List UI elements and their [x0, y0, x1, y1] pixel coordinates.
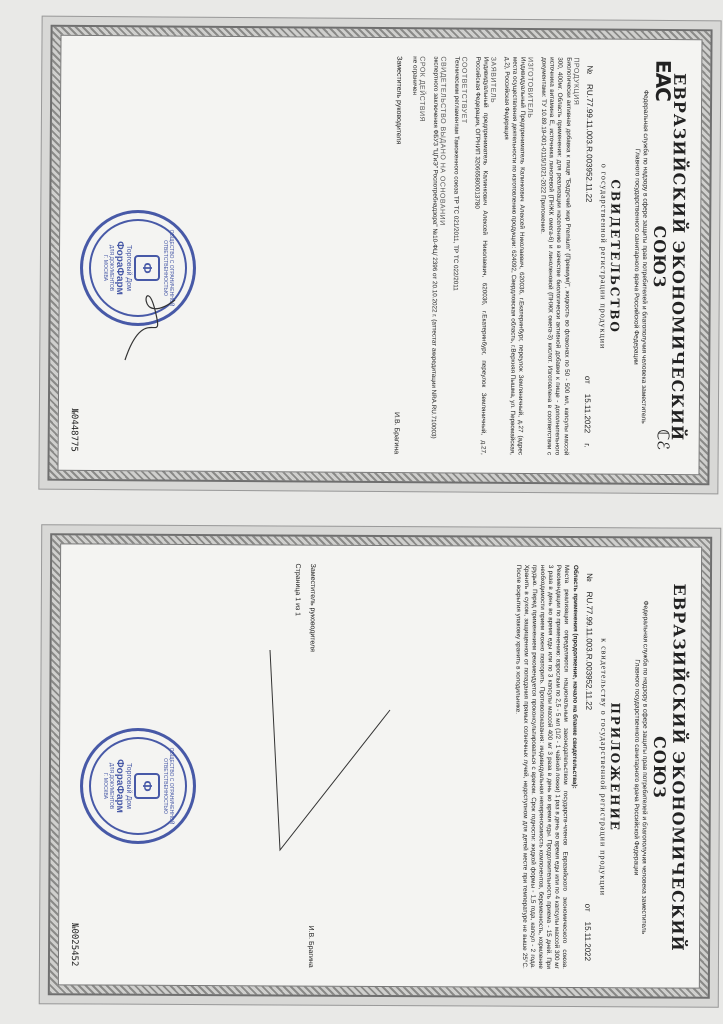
page-label: Страница	[294, 563, 302, 596]
maker-text: Индивидуальный Предприниматель Калинкович Алексей Николаевич, 620036, г.Екатеринбург, переулок Земляничный, д.27 (адрес места осуществления деятельности по изготовлению продукции: 624092, Свердловская область, г.Верхняя Пышма, ул. Первомайская, д.2), Российская Федерация	[503, 56, 527, 456]
validity-header: СРОК ДЕЙСТВИЯ	[417, 56, 426, 123]
registration-date: 15.11.2022	[582, 393, 592, 434]
page-of: из	[293, 603, 302, 611]
number-prefix: №	[584, 65, 594, 75]
applicant-header: ЗАЯВИТЕЛЬ	[489, 56, 497, 104]
stamp-brand: ФораФарм	[114, 241, 125, 295]
registration-number-line	[582, 65, 594, 447]
document-title: СВИДЕТЕЛЬСТВО	[606, 179, 623, 334]
basis-text: экспертного заключения ФБУЗ "ЦГиЭ" Роспотребнадзора" №10-ФЦ/ 2396 от 20.10.2022 г. (аттестат аккредитации NRA.RU.710003)	[429, 56, 440, 439]
z-line-mark	[240, 640, 400, 860]
document-subtitle: к свидетельству о государственной регистрации продукции	[597, 638, 609, 897]
stamp-city: Г. МОСКВА	[102, 255, 108, 281]
stamp-org: ОБЩЕСТВО С ОГРАНИЧЕННОЙ ОТВЕТСТВЕННОСТЬЮ	[162, 229, 174, 307]
stamp-city: Г. МОСКВА	[102, 773, 108, 799]
conform-header: СООТВЕТСТВУЕТ	[460, 56, 468, 124]
registration-number: RU.77.99.11.003.R.003952.11.22	[583, 84, 594, 203]
signer-name: И.В. Брагина	[392, 411, 400, 455]
registration-number-line	[583, 573, 594, 961]
agency-name: Федеральная служба по надзору в сфере защиты прав потребителей и благополучия человека заместитель Главного государственного санитарного врача Российской Федерации	[632, 600, 649, 935]
stamp-brand: ФораФарм	[114, 759, 125, 813]
serial-number: №0025452	[68, 923, 80, 967]
number-prefix: №	[584, 573, 594, 582]
serial-number: №0448775	[68, 408, 79, 452]
stamp-docs: ДЛЯ ДОКУМЕНТОВ	[108, 244, 114, 292]
product-text: Биологически активная добавка к пище "Бадусчий жир Premium" (Премиум)", жидкость во флаконах по 50 - 500 мл, капсулы массой 300, 400мг. Область применения: для реализации населению в качестве биологически активной добавки к пище - дополнительного источника витамина Е, источника линолевой (ПНЖК омега-6) и линоленовой (ПНЖК омега-3) кислот. Изготовлена в соответствии с документами: ТУ 10.89.19-001-0115/1021-2022 Приложение.	[539, 57, 572, 456]
page-num: 1	[294, 597, 302, 602]
signer-role: Заместитель руководителя	[394, 56, 403, 145]
basis-header: СВИДЕТЕЛЬСТВО ВЫДАНО НА ОСНОВАНИИ	[438, 56, 447, 226]
from-label: от	[582, 903, 592, 912]
conform-text: Техническим регламентам Таможенного союза ТР ТС 021/2011, ТР ТС 022/2011	[451, 56, 461, 291]
from-label: от	[582, 375, 592, 384]
se-icon: ℂℰ	[653, 429, 673, 451]
document-subtitle: о государственной регистрации продукции	[597, 163, 609, 350]
year-suffix: г.	[582, 443, 592, 448]
union-title: ЕВРАЗИЙСКИЙ ЭКОНОМИЧЕСКИЙ СОЮЗ	[649, 72, 690, 442]
signature-scribble	[115, 290, 185, 370]
scope-header: Область применения (продолжение, начало на бланке свидетельства):	[570, 565, 579, 789]
stamp-org: ОБЩЕСТВО С ОГРАНИЧЕННОЙ ОТВЕТСТВЕННОСТЬЮ	[162, 747, 174, 825]
registration-date: 15.11.2022	[582, 921, 592, 962]
eac-logo: EAC	[651, 59, 676, 101]
product-header: ПРОДУКЦИЯ	[571, 57, 579, 106]
signature-line	[393, 56, 403, 454]
registration-number: RU.77.99.11.003.R.003952.11.22	[583, 591, 594, 711]
company-stamp	[80, 728, 196, 844]
applicant-text: Индивидуальный предприниматель Калинкович Алексей Николаевич, 620036, г.Екатеринбург, переулок Земляничный, д.27, Российская Федерация, ОГРНИП 320665800013780	[473, 56, 490, 455]
scope-text: Места реализации определяются национальным законодательством государств-членов Евразийского экономического союза. Рекомендации по применению: взрослым по 2,5 - 5 мл (1/2 - 1 чайной ложки) 1 раз в день во время еды или по 4 капсулы массой 300 мг 3 раза в день во время еды или по 3 капсулы массой 400 мг 3 раза в день во время еды. Продолжительность приема - 15 дней. При необходимости прием можно повторить. Противопоказания: индивидуальная непереносимость компонентов, беременность, кормление грудью. Перед применением рекомендуется проконсультироваться с врачом. Срок годности: жидкой формы - 1,5 года, капсул - 2 года. Хранить в сухом, защищенном от попадания прямых солнечных лучей, недоступном для детей месте при температуре не выше 25°С. После вскрытия упаковку хранить в холодильнике.	[514, 564, 571, 969]
stamp-logo-icon: Ф	[134, 773, 160, 799]
stamp-name: Торговый Дом	[125, 245, 132, 291]
stamp-docs: ДЛЯ ДОКУМЕНТОВ	[108, 762, 114, 810]
maker-header: ИЗГОТОВИТЕЛЬ	[526, 57, 534, 119]
document-title: ПРИЛОЖЕНИЕ	[607, 702, 622, 832]
signer-role: Заместитель руководителя	[308, 563, 317, 652]
agency-name: Федеральная служба по надзору в сфере защиты прав потребителей и благополучия человека заместитель Главного государственного санитарного врача Российской Федерации	[632, 89, 650, 424]
union-title: ЕВРАЗИЙСКИЙ ЭКОНОМИЧЕСКИЙ СОЮЗ	[649, 583, 689, 952]
signer-name: И.В. Брагина	[307, 925, 315, 968]
stamp-logo-icon: Ф	[134, 255, 160, 281]
page-total: 1	[293, 612, 301, 617]
validity-text: не ограничен	[411, 56, 419, 96]
stamp-name: Торговый Дом	[125, 763, 132, 809]
